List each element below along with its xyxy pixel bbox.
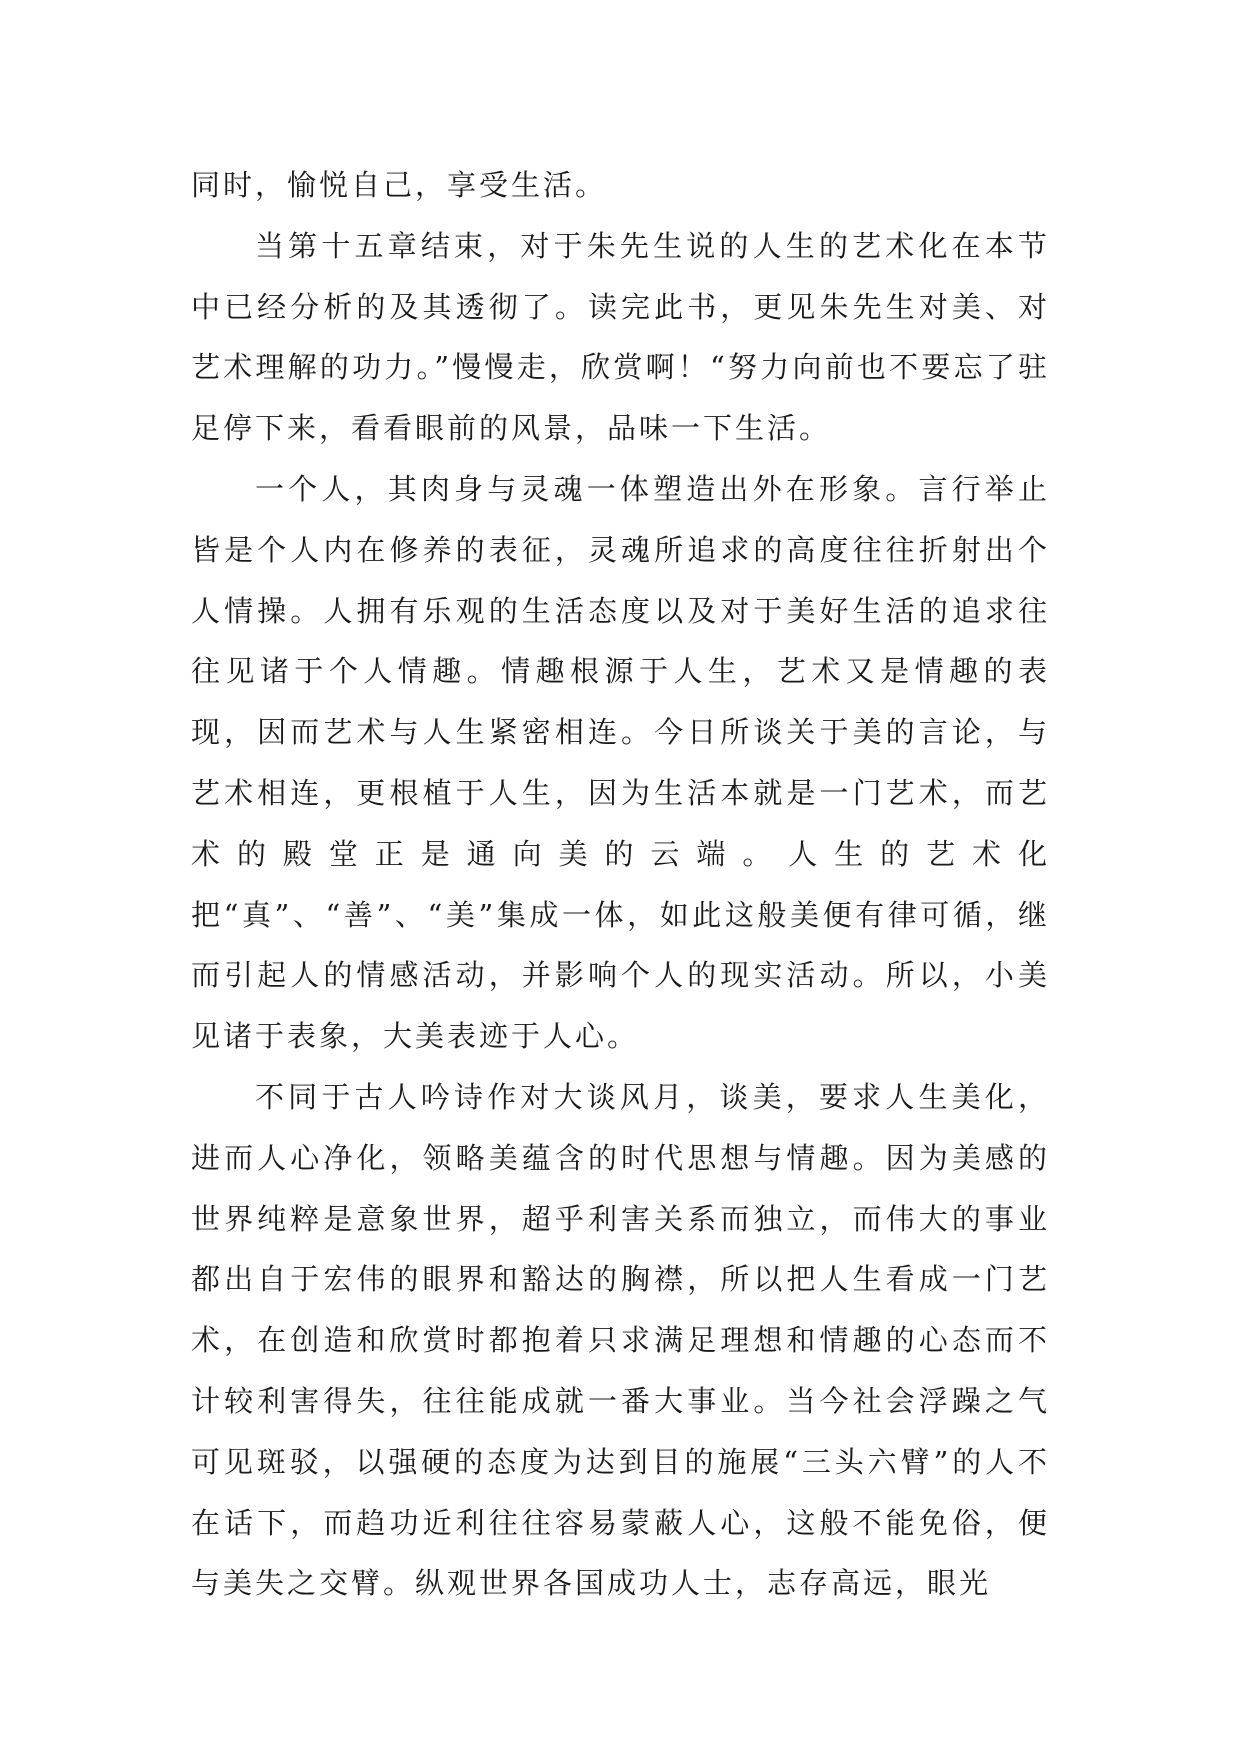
paragraph-3: 一个人，其肉身与灵魂一体塑造出外在形象。言行举止皆是个人内在修养的表征，灵魂所追求的高度往往折射出个人情操。人拥有乐观的生活态度以及对于美好生活的追求往往见诸于个人情趣。情趣根源于人生，艺术又是情趣的表现，因而艺术与人生紧密相连。今日所谈关于美的言论，与艺术相连，更根植于人生，因为生活本就是一门艺术，而艺术的殿堂正是通向美的云端。人生的艺术化把“真”、“善”、“美”集成一体，如此这般美便有律可循，继而引起人的情感活动，并影响个人的现实活动。所以，小美见诸于表象，大美表迹于人心。 xyxy=(191,471,1050,1054)
body-text xyxy=(191,155,1050,1614)
paragraph-4: 不同于古人吟诗作对大谈风月，谈美，要求人生美化，进而人心净化，领略美蕴含的时代思想与情趣。因为美感的世界纯粹是意象世界，超乎利害关系而独立，而伟大的事业都出自于宏伟的眼界和豁达的胸襟，所以把人生看成一门艺术，在创造和欣赏时都抱着只求满足理想和情趣的心态而不计较利害得失，往往能成就一番大事业。当今社会浮躁之气可见斑驳，以强硬的态度为达到目的施展“三头六臂”的人不在话下，而趋功近利往往容易蒙蔽人心，这般不能免俗，便与美失之交臂。纵观世界各国成功人士，志存高远，眼光 xyxy=(191,1079,1050,1601)
paragraph-1: 同时，愉悦自己，享受生活。 xyxy=(191,168,608,202)
paragraph-2: 当第十五章结束，对于朱先生说的人生的艺术化在本节中已经分析的及其透彻了。读完此书，更见朱先生对美、对艺术理解的功力。”慢慢走，欣赏啊！“努力向前也不要忘了驻足停下来，看看眼前的风景，品味一下生活。 xyxy=(191,228,1050,446)
